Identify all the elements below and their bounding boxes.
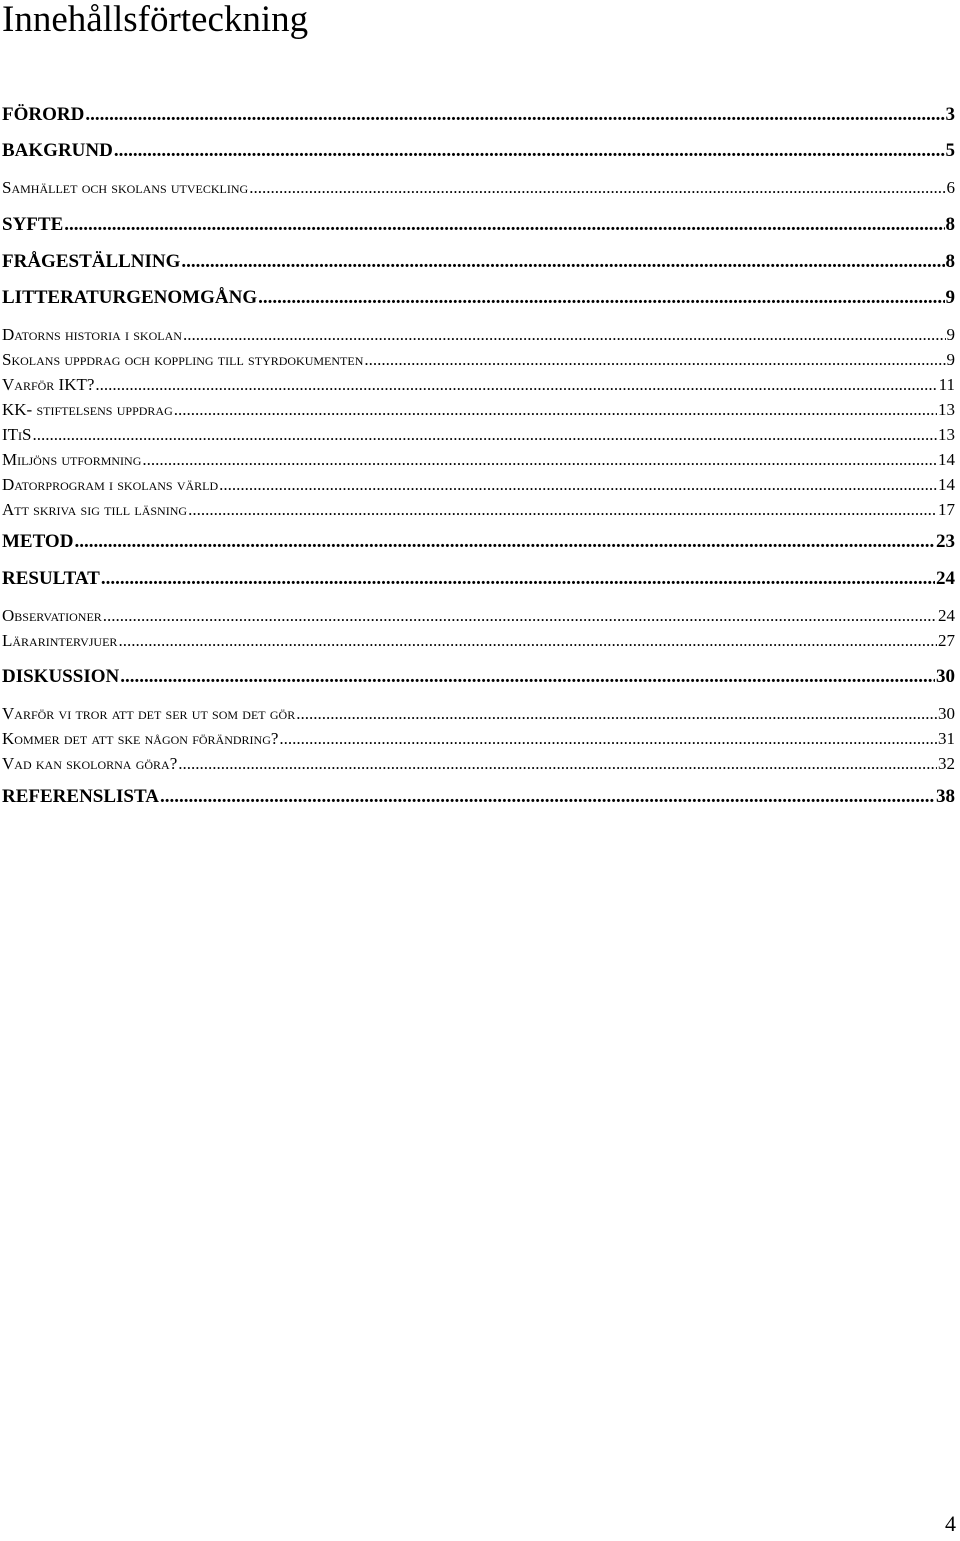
toc-entry-page-number: 30 [936,666,955,687]
dot-leader [64,214,944,236]
toc-entry-label: Miljöns utformning [2,450,142,469]
toc-entry-itis[interactable] [2,425,955,445]
toc-entry-label: Varför vi tror att det ser ut som det gör [2,704,296,723]
toc-entry-label: RESULTAT [2,568,100,589]
page-number: 4 [945,1511,956,1536]
toc-entry-page-number: 13 [938,425,955,444]
toc-entry-kk-stiftelsen[interactable] [2,400,955,420]
toc-entry-page-number: 31 [938,729,955,748]
toc-entry-label: FÖRORD [2,104,85,125]
dot-leader [33,425,938,445]
dot-leader [114,140,945,162]
toc-entry-page-number: 3 [945,104,955,125]
toc-entry-samhallet[interactable] [2,178,955,198]
toc-entry-label: Att skriva sig till läsning [2,500,188,519]
toc-entry-metod[interactable] [2,531,955,553]
toc-entry-page-number: 23 [936,531,955,552]
toc-entry-label: DISKUSSION [2,666,120,687]
toc-entry-label: Vad kan skolorna göra? [2,754,178,773]
toc-entry-observationer[interactable] [2,606,955,626]
toc-entry-label: REFERENSLISTA [2,786,159,807]
toc-entry-kommer-det[interactable] [2,729,955,749]
dot-leader [85,104,944,126]
toc-entry-page-number: 9 [945,287,955,308]
toc-entry-page-number: 9 [946,350,955,369]
toc-entry-referenslista[interactable] [2,786,955,808]
toc-entry-label: SYFTE [2,214,64,235]
dot-leader [296,704,937,724]
toc-entry-att-skriva[interactable] [2,500,955,520]
dot-leader [74,531,935,553]
toc-entry-page-number: 17 [938,500,955,519]
toc-entry-diskussion[interactable] [2,666,955,688]
toc-entry-label: Observationer [2,606,102,625]
toc-entry-page-number: 6 [946,178,955,197]
dot-leader [118,631,937,651]
toc-entry-label: Skolans uppdrag och koppling till styrdokumenten [2,350,364,369]
toc-entry-page-number: 13 [938,400,955,419]
toc-entry-page-number: 5 [945,140,955,161]
toc-entry-label: Datorns historia i skolan [2,325,182,344]
dot-leader [160,786,935,808]
toc-entry-forord[interactable] [2,104,955,126]
toc-entry-label: KK- stiftelsens uppdrag [2,400,173,419]
toc-entry-page-number: 11 [938,375,955,394]
dot-leader [101,568,935,590]
toc-entry-label: Datorprogram i skolans värld [2,475,219,494]
toc-entry-page-number: 9 [946,325,955,344]
toc-entry-datorprogram[interactable] [2,475,955,495]
toc-entry-resultat[interactable] [2,568,955,590]
dot-leader [178,754,937,774]
toc-entry-page-number: 14 [938,475,955,494]
toc-entry-label: LITTERATURGENOMGÅNG [2,287,258,308]
dot-leader [120,666,935,688]
dot-leader [183,325,946,345]
toc-entry-label: Lärarintervjuer [2,631,118,650]
dot-leader [103,606,937,626]
toc-entry-label: Varför IKT? [2,375,95,394]
toc-entry-vad-kan[interactable] [2,754,955,774]
dot-leader [364,350,945,370]
toc-entry-label: BAKGRUND [2,140,113,161]
toc-entry-label: Kommer det att ske någon förändring? [2,729,279,748]
toc-entry-page-number: 30 [938,704,955,723]
toc-entry-page-number: 24 [938,606,955,625]
toc-entry-label: METOD [2,531,74,552]
toc-entry-page-number: 27 [938,631,955,650]
dot-leader [188,500,937,520]
dot-leader [258,287,944,309]
dot-leader [219,475,937,495]
toc-entry-label: Samhället och skolans utveckling [2,178,249,197]
toc-entry-bakgrund[interactable] [2,140,955,162]
toc-entry-page-number: 8 [945,214,955,235]
page-title: Innehållsförteckning [2,0,309,40]
toc-entry-label: FRÅGESTÄLLNING [2,251,181,272]
dot-leader [95,375,937,395]
toc-entry-varfor-vi-tror[interactable] [2,704,955,724]
dot-leader [181,251,944,273]
toc-entry-litteraturgenomgang[interactable] [2,287,955,309]
dot-leader [142,450,937,470]
toc-entry-page-number: 14 [938,450,955,469]
toc-entry-datorns-historia[interactable] [2,325,955,345]
toc-entry-lararintervjuer[interactable] [2,631,955,651]
toc-entry-fragestallning[interactable] [2,251,955,273]
dot-leader [249,178,945,198]
toc-entry-label: ITiS [2,425,32,444]
toc-entry-page-number: 8 [945,251,955,272]
toc-entry-skolans-uppdrag[interactable] [2,350,955,370]
toc-entry-page-number: 24 [936,568,955,589]
toc-entry-page-number: 32 [938,754,955,773]
toc-entry-miljons-utformning[interactable] [2,450,955,470]
toc-entry-varfor-ikt[interactable] [2,375,955,395]
toc-entry-page-number: 38 [936,786,955,807]
toc-entry-syfte[interactable] [2,214,955,236]
dot-leader [174,400,937,420]
dot-leader [279,729,937,749]
